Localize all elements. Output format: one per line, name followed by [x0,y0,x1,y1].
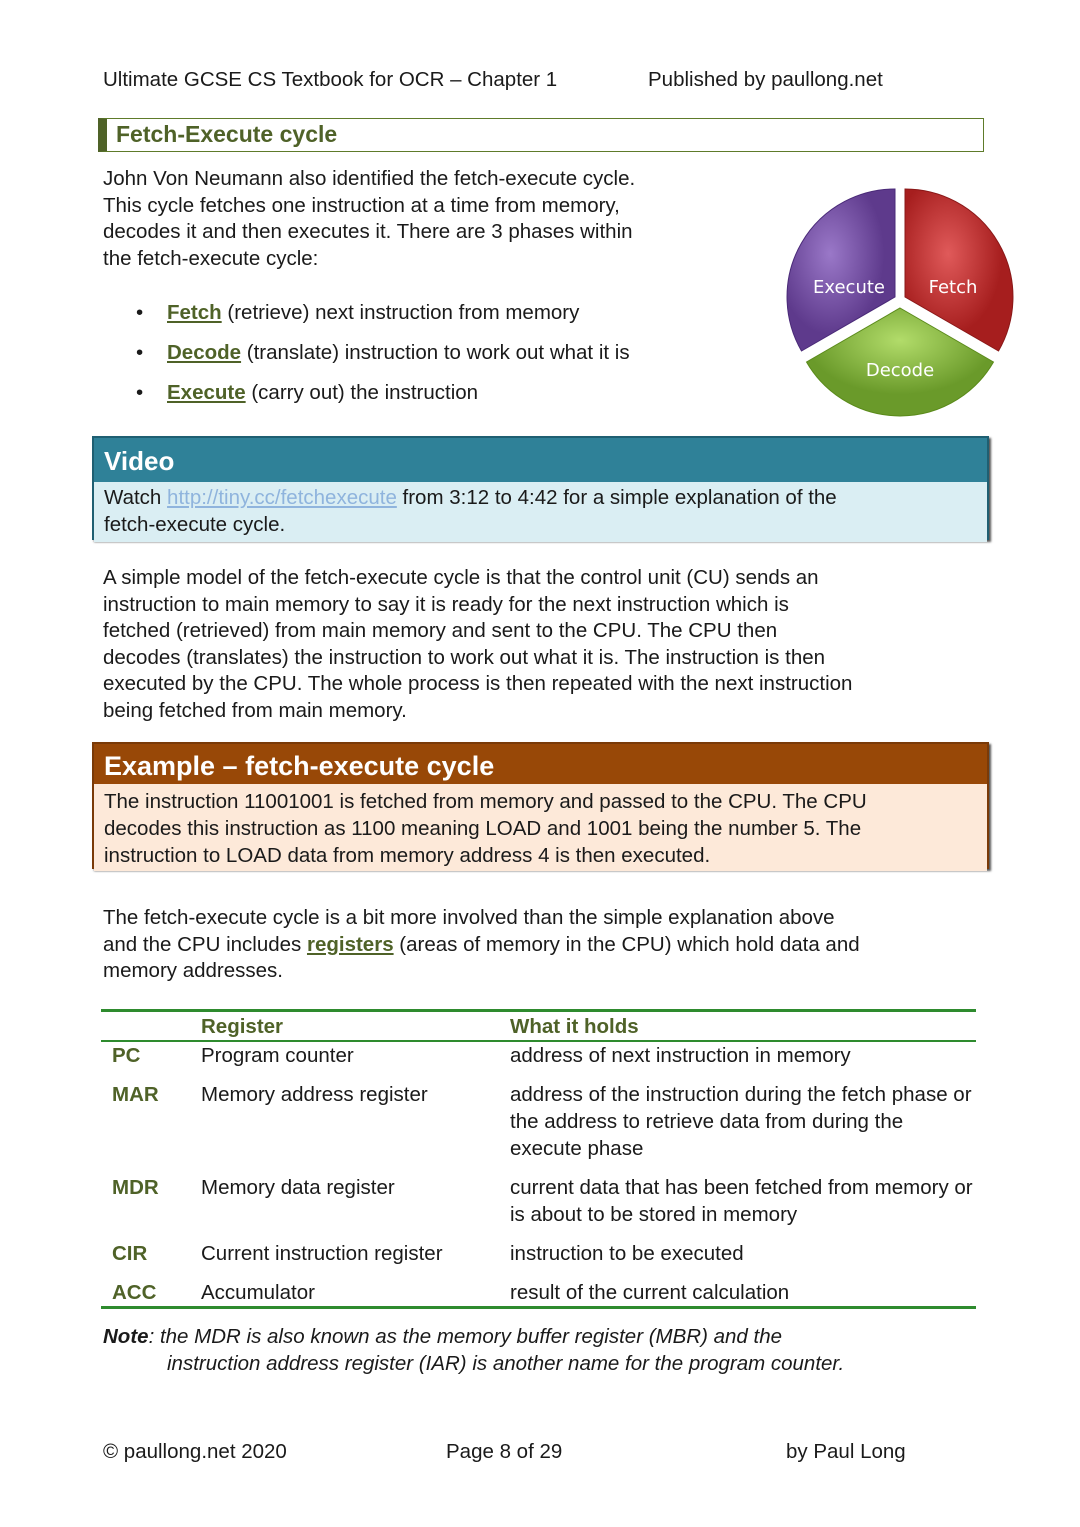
decode-label: Decode [865,360,935,381]
bullet-term[interactable]: Fetch [167,301,222,324]
register-name: Current instruction register [201,1242,443,1265]
paragraph-line: A simple model of the fetch-execute cycle is that the control unit (CU) sends an [103,566,819,589]
paragraph-line: decodes (translates) the instruction to work out what it is. The instruction is then [103,646,826,669]
register-name: Program counter [201,1044,354,1067]
register-code: PC [112,1044,141,1067]
paragraph-line: instruction to main memory to say it is ready for the next instruction which is [103,593,789,616]
section-title: Fetch-Execute cycle [116,121,338,147]
execute-label: Execute [813,277,885,298]
intro-line: John Von Neumann also identified the fetch-execute cycle. [103,167,636,190]
table-row [101,1174,976,1240]
bullet-text: (carry out) the instruction [245,381,479,404]
table-row [101,1081,976,1174]
text: and the CPU includes [103,933,307,956]
intro-line: the fetch-execute cycle: [103,247,319,270]
example-body [94,784,987,871]
intro-line: decodes it and then executes it. There are 3 phases within [103,220,633,243]
register-code: MAR [112,1083,159,1106]
paragraph-line: executed by the CPU. The whole process is then repeated with the next instruction [103,672,853,695]
footer-left: © paullong.net 2020 [103,1440,287,1463]
example-line: The instruction 11001001 is fetched from memory and passed to the CPU. The CPU [104,790,867,813]
bullet-text: (retrieve) next instruction from memory [221,301,580,324]
example-box [92,742,989,869]
footer-center: Page 8 of 29 [446,1440,563,1463]
footer-right: by Paul Long [786,1440,906,1463]
header-right: Published by paullong.net [648,68,883,91]
fetch-execute-cycle-diagram [780,178,1020,423]
note-text: : the MDR is also known as the memory buffer register (MBR) and the [148,1325,783,1348]
registers-link[interactable]: registers [306,933,394,956]
column-header: What it holds [510,1012,976,1041]
text: (areas of memory in the CPU) which hold data and [393,933,860,956]
video-box [92,436,989,540]
note-label: Note [103,1325,149,1348]
register-code: MDR [112,1176,159,1199]
register-code: CIR [112,1242,148,1265]
register-name: Memory address register [201,1083,428,1106]
video-title: Video [94,438,987,482]
example-line: instruction to LOAD data from memory address 4 is then executed. [104,844,711,867]
example-line: decodes this instruction as 1100 meaning LOAD and 1001 being the number 5. The [104,817,862,840]
register-holds: address of next instruction in memory [510,1044,851,1067]
register-code: ACC [101,1279,201,1308]
paragraph-line: The fetch-execute cycle is a bit more involved than the simple explanation above [103,906,835,929]
table-row [101,1240,976,1279]
video-link[interactable]: http://tiny.cc/fetchexecute [167,486,397,509]
register-holds: address of the instruction during the fetch phase or the address to retrieve data from during the execute phase [510,1083,972,1160]
video-text: from 3:12 to 4:42 for a simple explanation of the [396,486,837,509]
register-name: Accumulator [201,1279,510,1308]
column-header: Register [201,1012,510,1041]
bullet-term[interactable]: Execute [167,381,246,404]
document-page: Ultimate GCSE CS Textbook for OCR – Chapter 1 Published by paullong.net Fetch-Execute cycle John Von Neumann also identified the fetch-execute cycle. This cycle fetches one instruction at a time from memory, decodes it and then executes it. There are 3 phases within the fetch-execute cycle: • Fetch (retrieve) next instruction from memory • Decode (translate) instruction to work out what it is • Execute (carry out) the instruction Fetch Decode Execute Video Watch http://tiny.cc/fetchexecute from 3:12 to 4:42 for a simple explanation of the fetch-execute cycle. A simple model of the fetch-execute cycle is that the control unit (CU) sends an instruction to main memory to say it is ready for the next instruction which is fetched (retrieved) from main memory and sent to the CPU. The CPU then decodes (translates) the instruction to work out what it is. The instruction is then executed by the CPU. The whole process is then repeated with the next instruction being fetched from main memory. Example – fetch-execute cycle The instruction 11001001 is fetched from memory and passed to the CPU. The CPU decodes this instruction as 1100 meaning LOAD and 1001 being the number 5. The instruction to LOAD data from memory address 4 is then executed. The fetch-execute cycle is a bit more involved than the simple explanation above and the CPU includes registers (areas of memory in the CPU) which hold data and memory addresses. Register What it holds PC Program counter address of next instruction in memory MAR Memory address register address of the instruction during the fetch phase or the address to retrieve data from during the execute phase MDR Memory data register current data that has been fetched from memory or is about to be stored in memory CIR Current instruction register instruction to be executed ACC Accumulator result of the current calculation Note: the MDR is also known as the memory buffer register (MBR) and the instruction address register (IAR) is another name for the program counter. © paullong.net 2020 Page 8 of 29 by Paul Long [0,0,1080,1527]
table-row [101,1279,976,1308]
intro-line: This cycle fetches one instruction at a time from memory, [103,194,620,217]
column-header [101,1012,201,1041]
paragraph-line: memory addresses. [103,959,284,982]
table-row [101,1041,976,1081]
example-title: Example – fetch-execute cycle [94,744,987,784]
register-holds: current data that has been fetched from memory or is about to be stored in memory [510,1176,973,1226]
section-heading [98,118,984,152]
fetch-label: Fetch [928,277,978,298]
paragraph-line: fetched (retrieved) from main memory and sent to the CPU. The CPU then [103,619,778,642]
video-text: fetch-execute cycle. [104,513,286,536]
note-line: instruction address register (IAR) is another name for the program counter. [167,1352,845,1375]
registers-table [101,1009,976,1309]
note-line [103,1323,782,1350]
bullet-text: (translate) instruction to work out what it is [241,341,630,364]
register-name: Memory data register [201,1176,395,1199]
register-holds: instruction to be executed [510,1242,744,1265]
register-holds: result of the current calculation [510,1279,976,1308]
paragraph-line [103,931,860,958]
header-left: Ultimate GCSE CS Textbook for OCR – Chapter 1 [103,68,558,91]
bullet-term[interactable]: Decode [167,341,242,364]
video-body [94,482,987,542]
video-text: Watch [104,486,168,509]
paragraph-line: being fetched from main memory. [103,699,407,722]
